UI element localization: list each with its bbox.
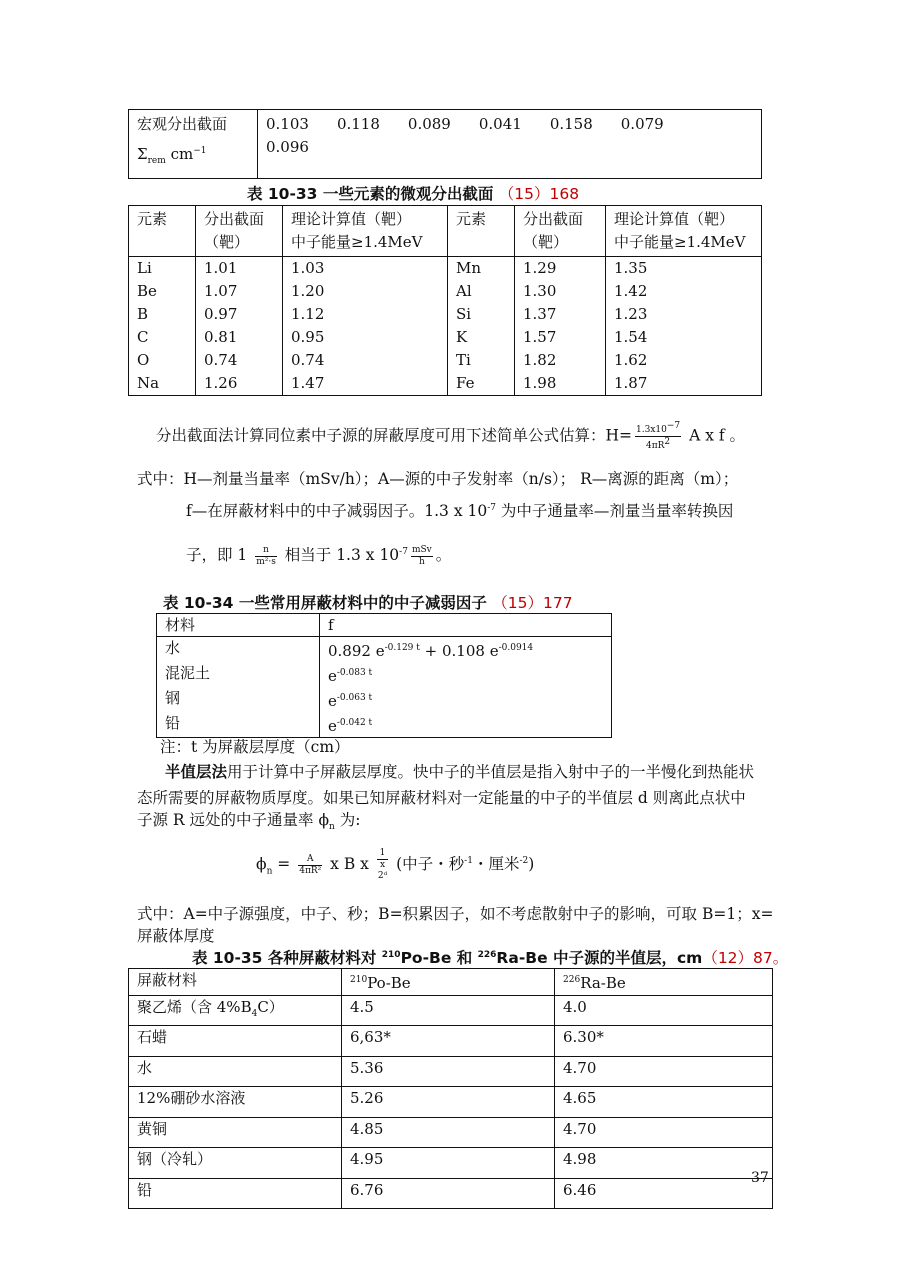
table-row <box>129 1056 773 1087</box>
table-cell: 1.35 <box>606 257 762 281</box>
header-element-2: 元素 <box>448 206 515 257</box>
table-cell: Fe <box>448 372 515 396</box>
rem-value-wrap: 0.096 <box>266 138 309 156</box>
rem-cross-section-table <box>128 109 762 179</box>
table-cell: Ti <box>448 349 515 372</box>
ra-be-cell: 4.98 <box>555 1148 773 1179</box>
material-cell: 钢（冷轧） <box>129 1148 342 1179</box>
formula-def-line-1: 式中：A=中子源强度，中子、秒；B=积累因子，如不考虑散射中子的影响，可取 B=1；x= <box>137 905 774 923</box>
po-be-cell: 5.26 <box>342 1087 555 1118</box>
header-material: 材料 <box>157 614 320 637</box>
table-row <box>129 372 762 396</box>
table-10-35-ref: （12）87。 <box>702 949 789 967</box>
table-10-33 <box>128 205 762 396</box>
material-cell: 混泥土 <box>157 662 320 687</box>
attenuation-cell: $e^{-0.083 t}$ <box>320 662 612 687</box>
po-be-cell: 5.36 <box>342 1056 555 1087</box>
po-be-cell: 4.95 <box>342 1148 555 1179</box>
rem-label-cell <box>129 110 258 179</box>
table-cell: 1.62 <box>606 349 762 372</box>
material-cell: 12%硼砂水溶液 <box>129 1087 342 1118</box>
header-theory-2: 理论计算值（靶） 中子能量≥1.4MeV <box>606 206 762 257</box>
ra-be-cell: 4.70 <box>555 1056 773 1087</box>
table-row <box>157 687 612 712</box>
po-be-cell: 6.76 <box>342 1178 555 1209</box>
table-header-row <box>129 206 762 257</box>
rem-value: 0.089 <box>407 115 451 133</box>
table-row <box>129 1026 773 1057</box>
header-sigma-2: 分出截面 （靶） <box>515 206 606 257</box>
table-cell: 1.98 <box>515 372 606 396</box>
table-row <box>129 280 762 303</box>
table-cell: 1.23 <box>606 303 762 326</box>
table-cell: 0.81 <box>196 326 283 349</box>
rem-value: 0.041 <box>478 115 522 133</box>
table-cell: 1.03 <box>283 257 448 281</box>
formula-paragraph: 分出截面法计算同位素中子源的屏蔽厚度可用下述简单公式估算：H= $\frac{1.3x10^{-7}}{4\pi R^2}$ A x f 。 <box>156 421 746 451</box>
table-cell: Na <box>129 372 196 396</box>
header-element: 元素 <box>129 206 196 257</box>
material-cell: 聚乙烯（含 $4\%B_4C$） <box>129 995 342 1026</box>
table-cell: 0.74 <box>196 349 283 372</box>
rem-value: 0.103 <box>266 115 309 133</box>
material-cell: 水 <box>157 637 320 663</box>
table-cell: 1.12 <box>283 303 448 326</box>
table-10-34-note: 注：t 为屏蔽层厚度（cm） <box>160 738 350 756</box>
rem-values <box>266 113 753 136</box>
table-cell: 1.30 <box>515 280 606 303</box>
rem-value: 0.118 <box>336 115 380 133</box>
attenuation-cell: $e^{-0.063 t}$ <box>320 687 612 712</box>
definition-line-3: 子，即 1 $\frac{n}{\text{m²·s}}$ 相当于 1.3 x $10^{-7}$ $\frac{\text{mSv}}{h}$ 。 <box>186 544 452 567</box>
table-10-33-caption: 表 10-33 一些元素的微观分出截面 （15）168 <box>247 185 580 203</box>
table-cell: K <box>448 326 515 349</box>
material-cell: 铅 <box>129 1178 342 1209</box>
table-cell: 1.82 <box>515 349 606 372</box>
rem-label-text: 宏观分出截面 <box>137 115 228 133</box>
table-row <box>129 303 762 326</box>
table-cell: Mn <box>448 257 515 281</box>
header-material: 屏蔽材料 <box>129 969 342 996</box>
table-row <box>129 995 773 1026</box>
table-row <box>129 349 762 372</box>
table-10-35 <box>128 968 773 1209</box>
table-cell: 1.42 <box>606 280 762 303</box>
flux-formula: $\phi_n$ = $\frac{A}{\text{4πR²}}$ x B x 1 x 2ᵈ (中子・秒$^{-1}$・厘米$^{-2}$) <box>256 848 535 882</box>
rem-value: 0.158 <box>549 115 593 133</box>
header-theory: 理论计算值（靶） 中子能量≥1.4MeV <box>283 206 448 257</box>
table-row <box>129 257 762 281</box>
table-cell: 1.07 <box>196 280 283 303</box>
ra-be-cell: 4.70 <box>555 1117 773 1148</box>
table-10-35-caption: 表 10-35 各种屏蔽材料对 $^{210}$Po-Be 和 $^{226}$Ra-Be 中子源的半值层，cm（12）87。 <box>192 949 789 967</box>
po-be-cell: 4.85 <box>342 1117 555 1148</box>
header-po-be: $^{210}$Po-Be <box>342 969 555 996</box>
definition-line-1: 式中：H—剂量当量率（mSv/h）；A—源的中子发射率（n/s）； R—离源的距离（m）； <box>137 470 739 488</box>
attenuation-cell: 0.892 $e^{-0.129 t} + 0.108$ $e^{-0.0914}$ <box>320 637 612 663</box>
material-cell: 水 <box>129 1056 342 1087</box>
table-cell: 1.47 <box>283 372 448 396</box>
half-value-para-line-3: 子源 R 远处的中子通量率 $\phi_n$ 为: <box>137 811 361 833</box>
table-10-34-ref: （15）177 <box>492 594 573 612</box>
ra-be-cell: 4.0 <box>555 995 773 1026</box>
table-cell: 1.54 <box>606 326 762 349</box>
table-cell: 1.26 <box>196 372 283 396</box>
table-cell: C <box>129 326 196 349</box>
table-10-34-caption: 表 10-34 一些常用屏蔽材料中的中子减弱因子 （15）177 <box>163 594 573 612</box>
table-cell: 1.57 <box>515 326 606 349</box>
po-be-cell: 4.5 <box>342 995 555 1026</box>
table-cell: Si <box>448 303 515 326</box>
rem-value: 0.079 <box>620 115 664 133</box>
rem-label-symbol: $\Sigma_{rem}$ $cm^{-1}$ <box>137 145 207 166</box>
table-cell: Be <box>129 280 196 303</box>
table-cell: 1.20 <box>283 280 448 303</box>
table-row <box>129 326 762 349</box>
po-be-cell: 6,63* <box>342 1026 555 1057</box>
page-number: 37 <box>751 1170 769 1186</box>
table-cell: 0.95 <box>283 326 448 349</box>
table-cell: Al <box>448 280 515 303</box>
table-cell: O <box>129 349 196 372</box>
ra-be-cell: 4.65 <box>555 1087 773 1118</box>
table-row <box>157 662 612 687</box>
table-cell: 1.29 <box>515 257 606 281</box>
table-row <box>129 1178 773 1209</box>
attenuation-cell: $e^{-0.042 t}$ <box>320 712 612 738</box>
material-cell: 黄铜 <box>129 1117 342 1148</box>
header-f: f <box>320 614 612 637</box>
half-value-para-line-1: 半值层法用于计算中子屏蔽层厚度。快中子的半值层是指入射中子的一半慢化到热能状 <box>165 762 755 781</box>
table-cell: 1.01 <box>196 257 283 281</box>
table-cell: B <box>129 303 196 326</box>
material-cell: 铅 <box>157 712 320 738</box>
table-row <box>129 1117 773 1148</box>
table-header-row <box>157 614 612 637</box>
formula-def-line-2: 屏蔽体厚度 <box>137 927 215 945</box>
material-cell: 石蜡 <box>129 1026 342 1057</box>
ra-be-cell: 6.30* <box>555 1026 773 1057</box>
table-header-row <box>129 969 773 996</box>
definition-line-2: f—在屏蔽材料中的中子减弱因子。1.3 x $10^{-7}$ 为中子通量率—剂量当量率转换因 <box>186 502 734 521</box>
header-ra-be: $^{226}$Ra-Be <box>555 969 773 996</box>
table-cell: 0.97 <box>196 303 283 326</box>
table-row <box>129 1148 773 1179</box>
table-10-33-ref: （15）168 <box>498 185 580 203</box>
table-cell: 1.37 <box>515 303 606 326</box>
table-cell: 0.74 <box>283 349 448 372</box>
table-10-34 <box>156 613 612 738</box>
table-row <box>129 1087 773 1118</box>
table-row <box>157 637 612 663</box>
rem-values-cell <box>258 110 762 179</box>
header-sigma: 分出截面 （靶） <box>196 206 283 257</box>
ra-be-cell: 6.46 <box>555 1178 773 1209</box>
table-cell: 1.87 <box>606 372 762 396</box>
table-cell: Li <box>129 257 196 281</box>
material-cell: 钢 <box>157 687 320 712</box>
half-value-para-line-2: 态所需要的屏蔽物质厚度。如果已知屏蔽材料对一定能量的中子的半值层 d 则离此点状中 <box>137 789 746 807</box>
